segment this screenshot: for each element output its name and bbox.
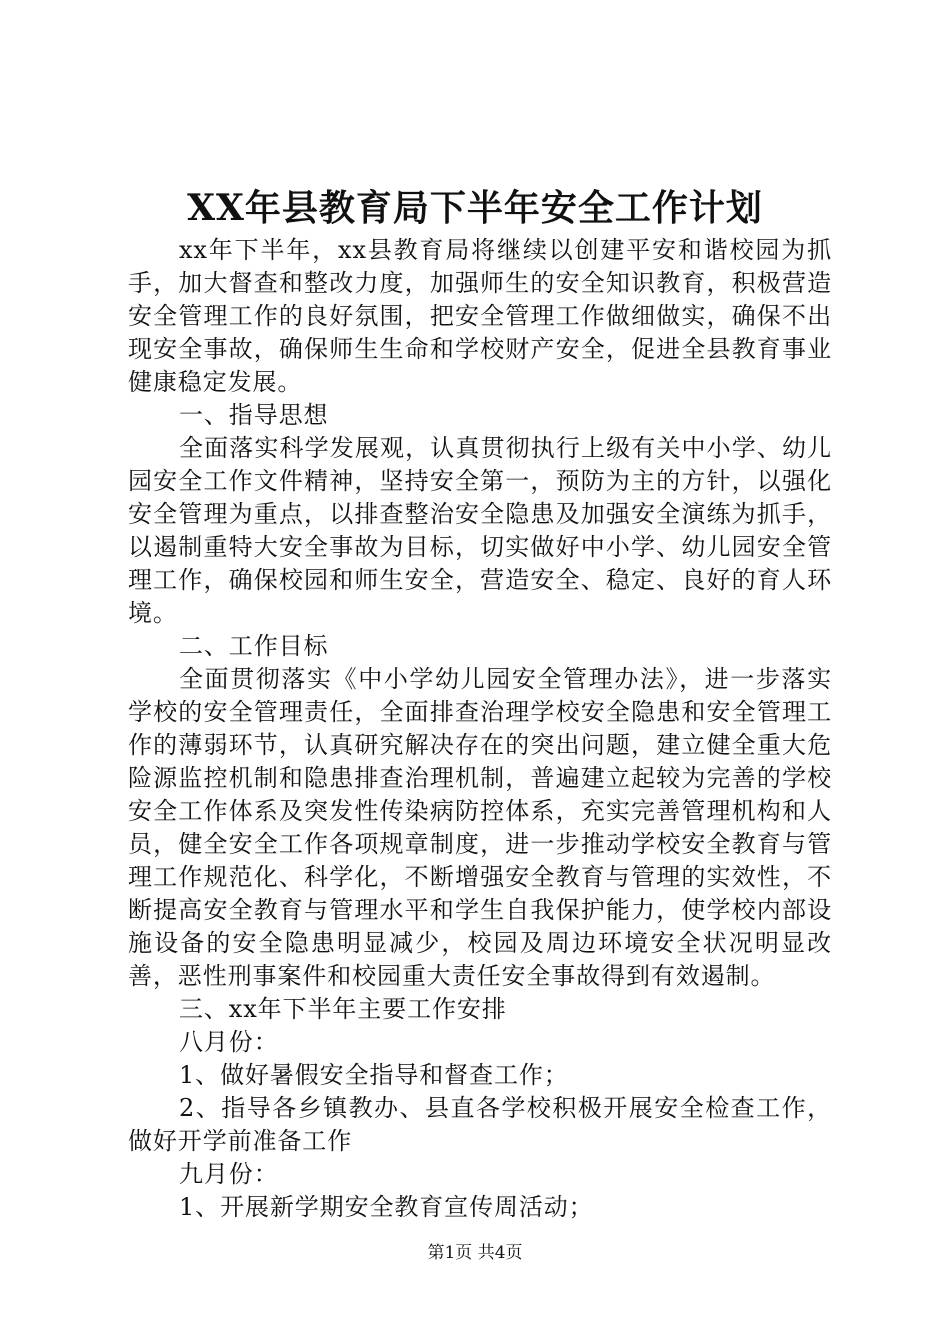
august-item-2: 2、指导各乡镇教办、县直各学校积极开展安全检查工作，做好开学前准备工作 (128, 1094, 832, 1155)
document-body (128, 234, 832, 1224)
month-heading-september: 九月份： (179, 1160, 279, 1188)
document-title: XX年县教育局下半年安全工作计划 (187, 187, 763, 229)
section-heading-work-plan: 三、xx年下半年主要工作安排 (179, 995, 507, 1023)
section-heading-guiding-thought: 一、指导思想 (179, 401, 329, 429)
september-item-1: 1、开展新学期安全教育宣传周活动； (179, 1193, 594, 1221)
section-heading-work-goals: 二、工作目标 (179, 632, 329, 660)
guiding-thought-paragraph: 全面落实科学发展观，认真贯彻执行上级有关中小学、幼儿园安全工作文件精神，坚持安全第一，预防为主的方针，以强化安全管理为重点，以排查整治安全隐患及加强安全演练为抓手，以遏制重特大安全事故为目标，切实做好中小学、幼儿园安全管理工作，确保校园和师生安全，营造安全、稳定、良好的育人环境。 (128, 434, 832, 627)
intro-paragraph: xx年下半年，xx县教育局将继续以创建平安和谐校园为抓手，加大督查和整改力度，加强师生的安全知识教育，积极营造安全管理工作的良好氛围，把安全管理工作做细做实，确保不出现安全事故，确保师生生命和学校财产安全，促进全县教育事业健康稳定发展。 (128, 236, 832, 396)
work-goals-paragraph: 全面贯彻落实《中小学幼儿园安全管理办法》，进一步落实学校的安全管理责任，全面排查治理学校安全隐患和安全管理工作的薄弱环节，认真研究解决存在的突出问题，建立健全重大危险源监控机制和隐患排查治理机制，普遍建立起较为完善的学校安全工作体系及突发性传染病防控体系，充实完善管理机构和人员，健全安全工作各项规章制度，进一步推动学校安全教育与管理工作规范化、科学化，不断增强安全教育与管理的实效性，不断提高安全教育与管理水平和学生自我保护能力，使学校内部设施设备的安全隐患明显减少，校园及周边环境安全状况明显改善，恶性刑事案件和校园重大责任安全事故得到有效遏制。 (128, 665, 832, 990)
august-item-1: 1、做好暑假安全指导和督查工作； (179, 1061, 569, 1089)
month-heading-august: 八月份： (179, 1028, 279, 1056)
page-number-footer: 第1页 共4页 (427, 1243, 523, 1263)
